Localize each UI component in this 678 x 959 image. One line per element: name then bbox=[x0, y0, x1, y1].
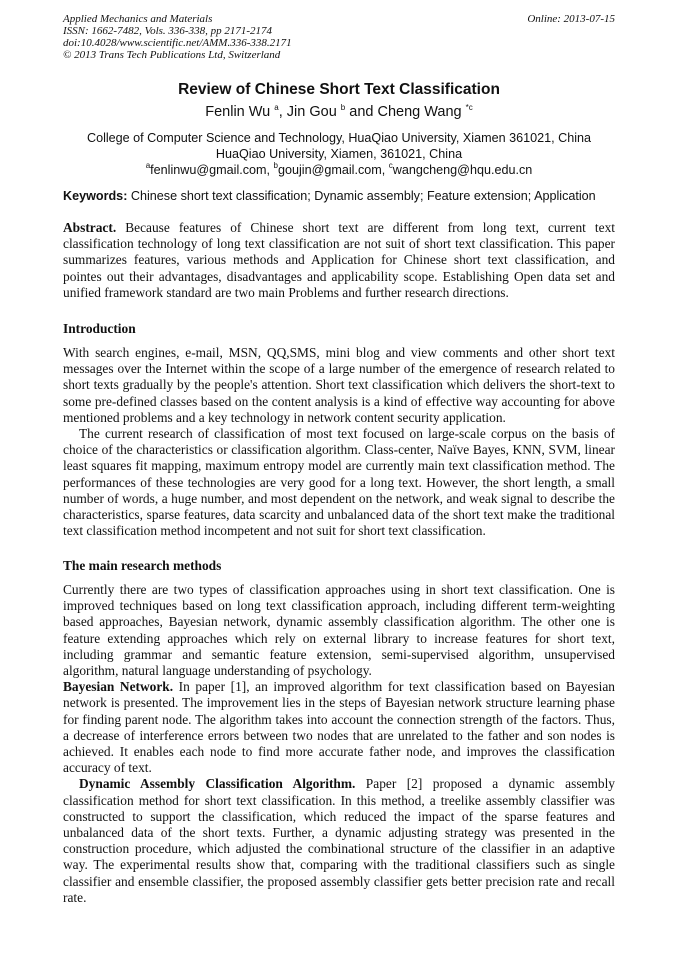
abstract bbox=[63, 220, 615, 301]
introduction-body bbox=[63, 345, 615, 539]
email-mark: b bbox=[273, 161, 278, 170]
methods-body bbox=[63, 582, 615, 906]
email-mark: c bbox=[388, 161, 393, 170]
email: goujin@gmail.com, bbox=[277, 163, 389, 177]
journal-name: Applied Mechanics and Materials bbox=[63, 13, 213, 25]
keywords-text: Chinese short text classification; Dynamic assembly; Feature extension; Application bbox=[127, 189, 596, 203]
paragraph: The current research of classification of most text focused on large-scale corpus on the basis of choice of the characteristics or classification algorithm. Class-center, Naïve Bayes, KNN, SVM, linear least squares fit mapping, maximum entropy model are currently main text classification method. The performances of these technologies are very good for a long text. However, the short length, a small number of words, a huge number, and most dependent on the network, and weak signal to describe the characteristics, sparse features, data scarcity and unbalanced data of the short text make the traditional text classification method incompetent and not suit for short text classification. bbox=[63, 426, 615, 539]
keywords-label: Keywords: bbox=[63, 189, 128, 203]
affiliation-line: College of Computer Science and Technology, HuaQiao University, Xiamen 361021, China bbox=[86, 131, 592, 145]
subheading: Bayesian Network. bbox=[63, 679, 174, 695]
emails bbox=[40, 162, 638, 178]
keywords bbox=[63, 189, 596, 203]
author-mark: *c bbox=[465, 103, 473, 112]
author-name: Jin Gou bbox=[286, 104, 341, 120]
copyright: © 2013 Trans Tech Publications Ltd, Switzerland bbox=[63, 49, 281, 61]
author-mark: a bbox=[274, 103, 279, 112]
paragraph: Currently there are two types of classification approaches using in short text classification. One is improved techniques based on long text classification approach, including different term-weighting based approaches, Bayesian network, dynamic assembly classification algorithm. The other one is feature extending approaches which rely on external library to increase features for short text, including grammar and semantic feature extension, semi-supervised algorithm, unsupervised algorithm, natural language understanding of psychology. bbox=[63, 582, 615, 679]
doi: doi:10.4028/www.scientific.net/AMM.336-338.2171 bbox=[63, 37, 292, 49]
section-heading-introduction: Introduction bbox=[63, 321, 136, 336]
author-name: Fenlin Wu bbox=[205, 104, 275, 120]
paragraph-bayesian bbox=[63, 679, 615, 776]
paragraph-text: Paper [2] proposed a dynamic assembly classification method for short text classification. In this method, a treelike assembly classifier was constructed to support the classification, which reduced the impact of the sparse features and unbalanced data of the short texts. Further, a dynamic adjusting strategy was presented in the construction procedure, which adjusted the combinational structure of the classifier in an adaptive way. The experimental results show that, comparing with the traditional classifiers such as single classifier and ensemble classifier, the proposed assembly classifier gets better precision rate and recall rate. bbox=[63, 776, 615, 905]
paragraph-text: In paper [1], an improved algorithm for text classification based on Bayesian network is presented. The improvement lies in the steps of Bayesian network structure learning phase for finding parent node. The algorithm takes into account the connection strength of the factors. Thus, a decrease of interference errors between two nodes that are unrelated to the father and son nodes is achieved. It enables each node to find more accurate father node, and improves the classification accuracy of text. bbox=[63, 679, 615, 776]
issn: ISSN: 1662-7482, Vols. 336-338, pp 2171-2174 bbox=[63, 25, 272, 37]
separator: and bbox=[345, 104, 378, 120]
section-heading-methods: The main research methods bbox=[63, 558, 222, 573]
subheading: Dynamic Assembly Classification Algorithm. bbox=[79, 776, 356, 792]
abstract-label: Abstract. bbox=[63, 220, 117, 235]
affiliation-line: HuaQiao University, Xiamen, 361021, China bbox=[215, 147, 463, 161]
author-mark: b bbox=[340, 103, 346, 112]
online-date: Online: 2013-07-15 bbox=[527, 13, 615, 25]
affiliation bbox=[40, 130, 638, 178]
journal-header bbox=[63, 13, 292, 61]
email: fenlinwu@gmail.com, bbox=[150, 163, 274, 177]
author-name: Cheng Wang bbox=[377, 104, 466, 120]
email: wangcheng@hqu.edu.cn bbox=[392, 163, 533, 177]
abstract-text: Because features of Chinese short text are different from long text, current text classification technology of long text classification are not suit of short text classification. This paper summarizes features, various methods and Application for Chinese short text classification, and pointes out their advantages, disadvantages and applicability scope. Establishing Open data set and unified framework standard are two main Problems and further research directions. bbox=[63, 220, 615, 300]
paper-title: Review of Chinese Short Text Classification bbox=[178, 81, 500, 98]
email-mark: a bbox=[145, 161, 151, 170]
separator: , bbox=[278, 104, 287, 120]
authors bbox=[40, 104, 638, 120]
paragraph: With search engines, e-mail, MSN, QQ,SMS, mini blog and view comments and other short text messages over the Internet within the scope of a large number of the emergence of research related to short texts gradually by the people's attention. Short text classification which delivers the short-text to some pre-defined classes based on the content analysis is a kind of effective way accounting for above mentioned problems and a key technology in network content security application. bbox=[63, 345, 615, 425]
paragraph-dynamic bbox=[63, 776, 615, 906]
